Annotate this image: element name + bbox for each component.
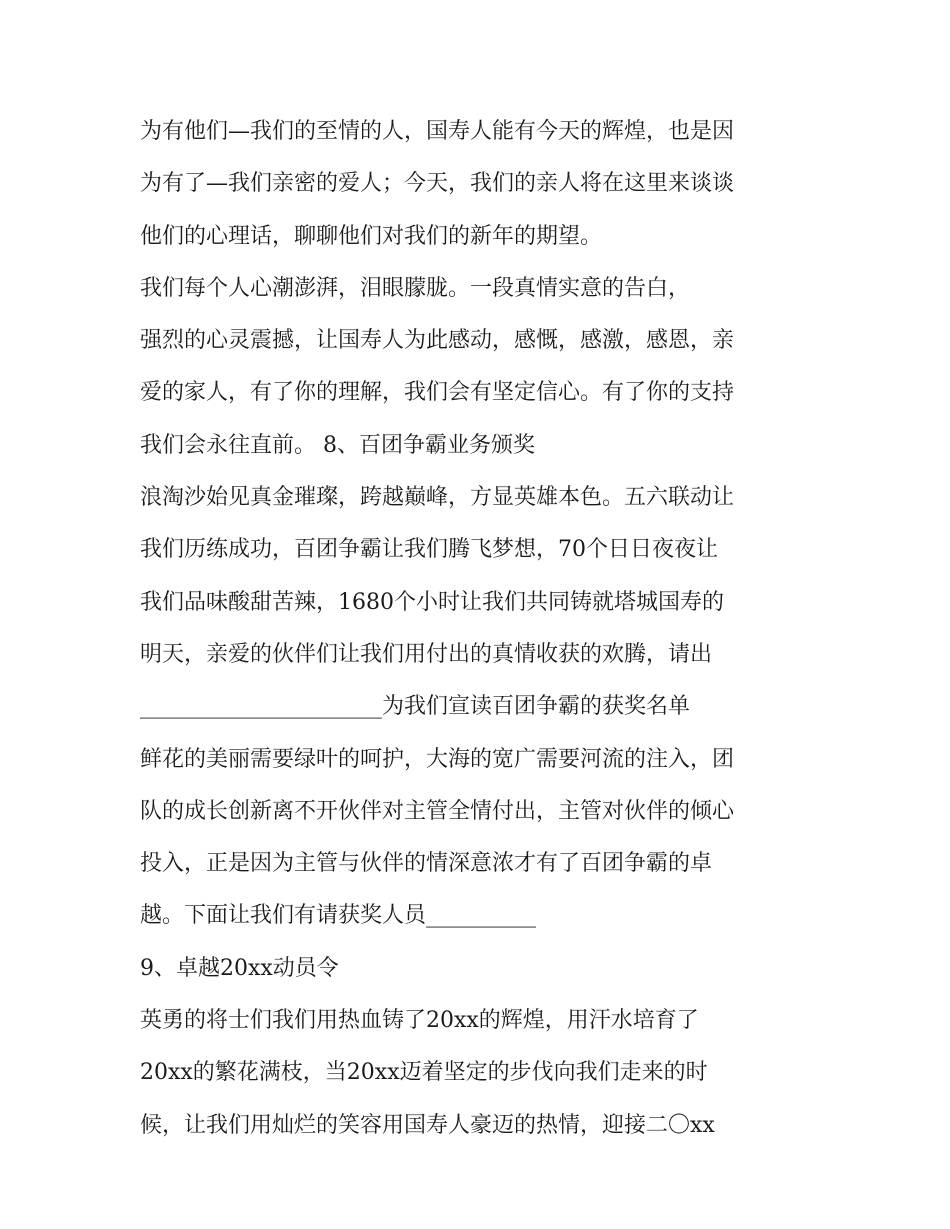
text-line: 为有他们—我们的至情的人，国寿人能有今天的辉煌，也是因 — [140, 119, 735, 144]
body-text — [140, 106, 830, 1152]
text-line: 候，让我们用灿烂的笑容用国寿人豪迈的热情，迎接二〇xx — [140, 1112, 715, 1138]
text-line: 队的成长创新离不开伙伴对主管全情付出，主管对伙伴的倾心 — [140, 798, 735, 824]
text-line: 投入，正是因为主管与伙伴的情深意浓才有了百团争霸的卓 — [140, 851, 713, 877]
text-line: 9、卓越20xx动员令 — [140, 955, 339, 981]
text-line: 我们每个人心潮澎湃，泪眼朦胧。一段真情实意的告白， — [140, 275, 691, 301]
text-line: 我们会永往直前。 8、百团争霸业务颁奖 — [140, 432, 535, 458]
text-line: ______________________为我们宣读百团争霸的获奖名单 — [140, 694, 691, 720]
text-line: 浪淘沙始见真金璀璨，跨越巅峰，方显英雄本色。五六联动让 — [140, 485, 735, 511]
text-line: 他们的心理话，聊聊他们对我们的新年的期望。 — [140, 223, 603, 249]
text-line: 我们品味酸甜苦辣，1680个小时让我们共同铸就塔城国寿的 — [140, 589, 724, 615]
text-line: 20xx的繁花满枝，当20xx迈着坚定的步伐向我们走来的时 — [140, 1060, 708, 1086]
text-line: 爱的家人，有了你的理解，我们会有坚定信心。有了你的支持 — [140, 380, 735, 406]
text-line: 英勇的将士们我们用热血铸了20xx的辉煌，用汗水培育了 — [140, 1008, 699, 1034]
text-line: 越。下面让我们有请获奖人员__________ — [140, 903, 537, 929]
text-line: 强烈的心灵震撼，让国寿人为此感动，感慨，感激，感恩，亲 — [140, 328, 735, 354]
text-line: 明天，亲爱的伙伴们让我们用付出的真情收获的欢腾，请出 — [140, 641, 713, 667]
text-line: 鲜花的美丽需要绿叶的呵护，大海的宽广需要河流的注入，团 — [140, 746, 735, 772]
text-line: 我们历练成功，百团争霸让我们腾飞梦想，70个日日夜夜让 — [140, 537, 718, 563]
text-line: 为有了—我们亲密的爱人；今天，我们的亲人将在这里来谈谈 — [140, 171, 735, 197]
